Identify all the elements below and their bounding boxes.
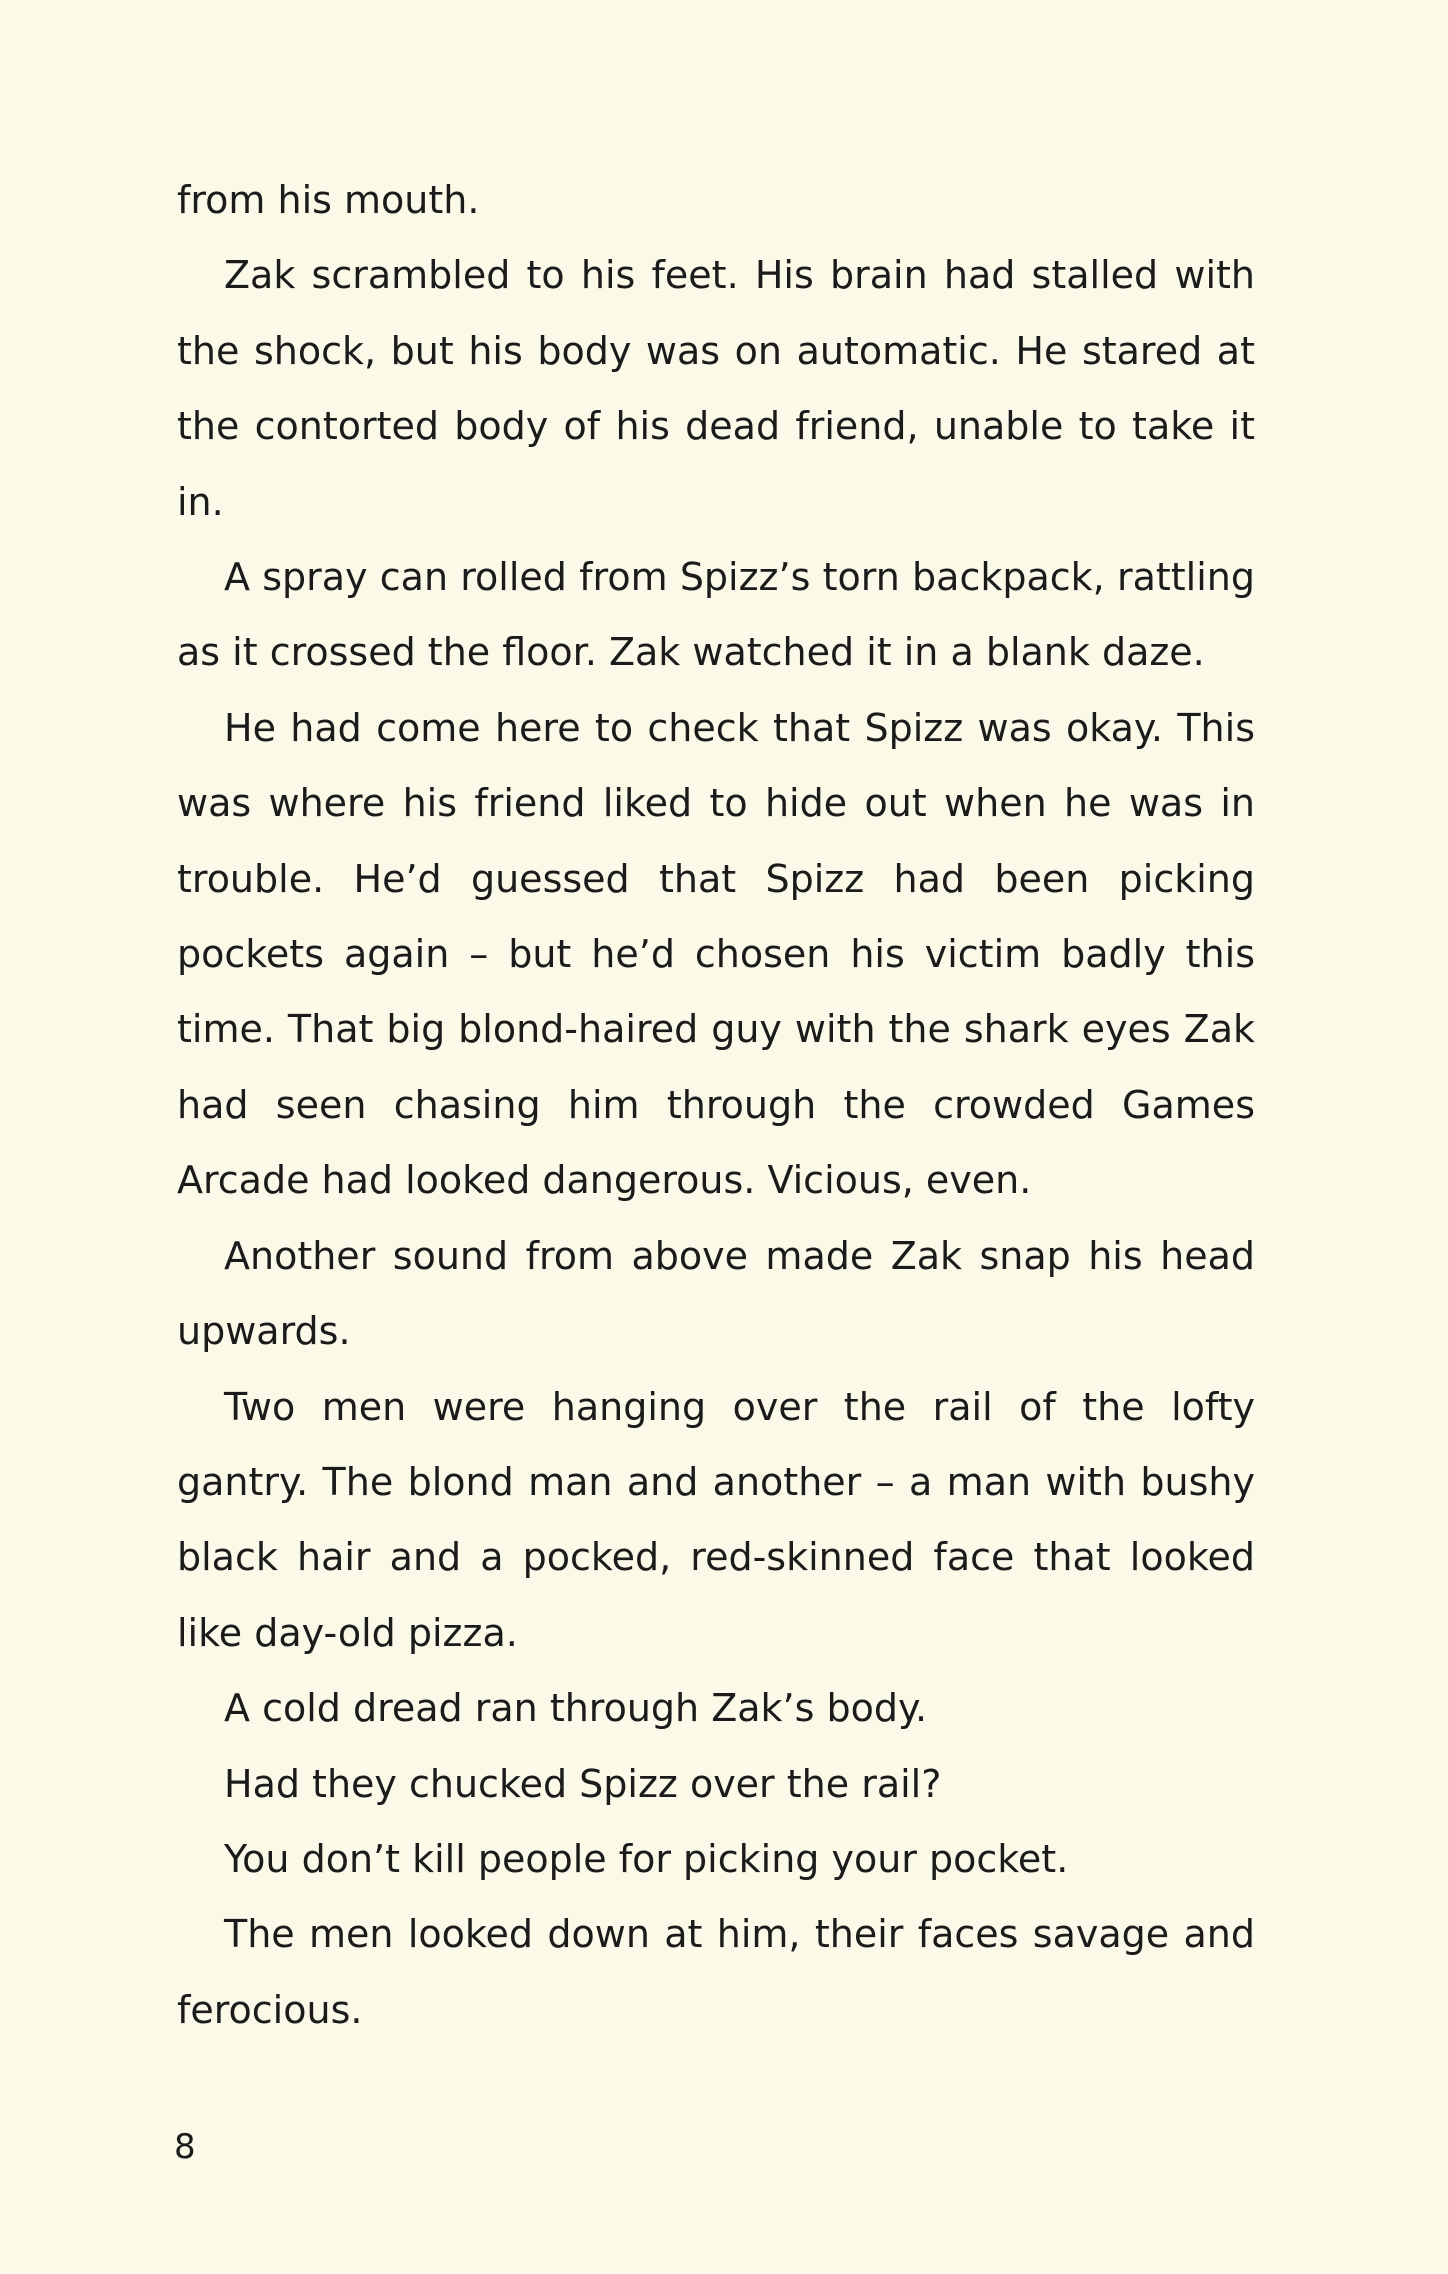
paragraph: A spray can rolled from Spizz’s torn backpack, rattling as it crossed the floor. Zak watched it in a blank daze. — [177, 555, 1255, 675]
page-number: 8 — [174, 2127, 196, 2167]
body-text — [177, 163, 1255, 2048]
paragraph: He had come here to check that Spizz was okay. This was where his friend liked to hide out when he was in trouble. He’d guessed that Spizz had been picking pockets again – but he’d chosen his victim badly this time. That big blond-haired guy with the shark eyes Zak had seen chasing him through the crowded Games Arcade had looked dangerous. Vicious, even. — [177, 705, 1255, 1203]
paragraph: from his mouth. — [177, 178, 480, 222]
paragraph: Had they chucked Spizz over the rail? — [224, 1761, 942, 1806]
paragraph: Two men were hanging over the rail of the lofty gantry. The blond man and another – a man with bushy black hair and a pocked, red-skinned face that looked like day-old pizza. — [177, 1384, 1255, 1655]
paragraph: Another sound from above made Zak snap his head upwards. — [177, 1233, 1255, 1354]
paragraph: The men looked down at him, their faces savage and ferocious. — [177, 1912, 1255, 2032]
paragraph: You don’t kill people for picking your pocket. — [224, 1836, 1069, 1881]
paragraph: A cold dread ran through Zak’s body. — [224, 1686, 928, 1731]
paragraph: Zak scrambled to his feet. His brain had stalled with the shock, but his body was on automatic. He stared at the contorted body of his dead friend, unable to take it in. — [177, 253, 1255, 524]
